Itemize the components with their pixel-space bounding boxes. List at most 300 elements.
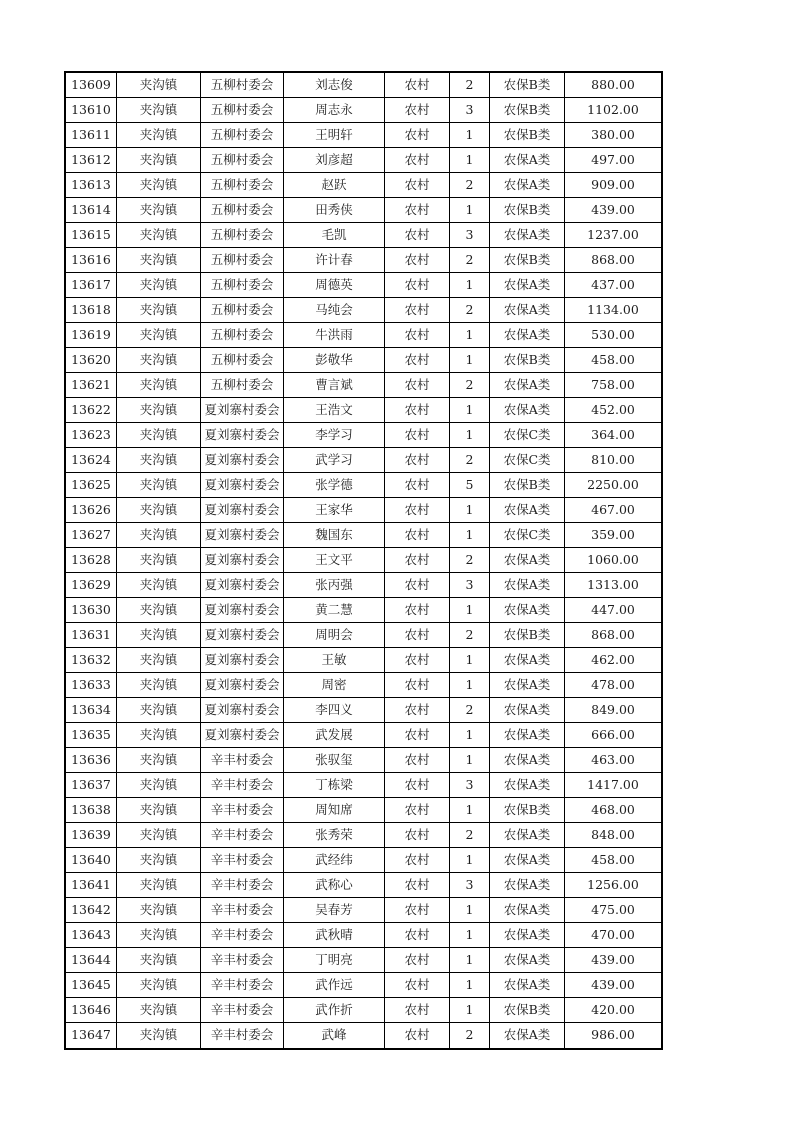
table-row	[66, 123, 661, 148]
cell-amount: 909.00	[591, 176, 635, 192]
cell-amount: 810.00	[591, 451, 635, 467]
cell-village-committee: 辛丰村委会	[201, 898, 284, 922]
cell-record-id: 13627	[66, 523, 117, 547]
cell-record-id: 13636	[66, 748, 117, 772]
cell-person-count: 1	[450, 723, 490, 747]
cell-person-name: 彭敬华	[284, 348, 385, 372]
table-row	[66, 823, 661, 848]
cell-residence-type: 农村	[385, 748, 450, 772]
cell-record-id: 13630	[66, 598, 117, 622]
cell-person-name: 许计春	[284, 248, 385, 272]
cell-person-name: 张学德	[284, 473, 385, 497]
cell-person-count: 1	[450, 998, 490, 1022]
cell-town: 夹沟镇	[117, 398, 201, 422]
cell-insurance-category: 农保B类	[490, 98, 565, 122]
cell-record-id: 13629	[66, 573, 117, 597]
cell-village-committee: 辛丰村委会	[201, 873, 284, 897]
cell-insurance-category: 农保A类	[490, 923, 565, 947]
cell-person-count: 1	[450, 798, 490, 822]
cell-village-committee: 辛丰村委会	[201, 1023, 284, 1048]
cell-village-committee: 夏刘寨村委会	[201, 598, 284, 622]
cell-residence-type: 农村	[385, 523, 450, 547]
cell-record-id: 13622	[66, 398, 117, 422]
cell-record-id: 13613	[66, 173, 117, 197]
cell-town: 夹沟镇	[117, 498, 201, 522]
table-row	[66, 348, 661, 373]
cell-village-committee: 夏刘寨村委会	[201, 498, 284, 522]
cell-person-name: 牛洪雨	[284, 323, 385, 347]
cell-amount: 463.00	[591, 751, 635, 767]
cell-record-id: 13634	[66, 698, 117, 722]
cell-amount: 758.00	[591, 376, 635, 392]
table-row	[66, 948, 661, 973]
cell-person-count: 2	[450, 248, 490, 272]
cell-record-id: 13624	[66, 448, 117, 472]
cell-person-name: 刘彦超	[284, 148, 385, 172]
cell-residence-type: 农村	[385, 448, 450, 472]
cell-village-committee: 夏刘寨村委会	[201, 723, 284, 747]
cell-residence-type: 农村	[385, 423, 450, 447]
cell-village-committee: 五柳村委会	[201, 198, 284, 222]
cell-residence-type: 农村	[385, 298, 450, 322]
cell-village-committee: 夏刘寨村委会	[201, 548, 284, 572]
cell-village-committee: 夏刘寨村委会	[201, 673, 284, 697]
cell-person-name: 王敏	[284, 648, 385, 672]
cell-amount: 420.00	[591, 1001, 635, 1017]
cell-village-committee: 辛丰村委会	[201, 773, 284, 797]
cell-person-name: 毛凯	[284, 223, 385, 247]
cell-person-count: 1	[450, 848, 490, 872]
cell-person-name: 王浩文	[284, 398, 385, 422]
cell-insurance-category: 农保A类	[490, 1023, 565, 1048]
cell-person-name: 黄二慧	[284, 598, 385, 622]
cell-amount: 437.00	[591, 276, 635, 292]
cell-village-committee: 辛丰村委会	[201, 798, 284, 822]
cell-insurance-category: 农保A类	[490, 548, 565, 572]
cell-town: 夹沟镇	[117, 548, 201, 572]
cell-amount: 1060.00	[587, 551, 639, 567]
cell-record-id: 13642	[66, 898, 117, 922]
cell-village-committee: 辛丰村委会	[201, 848, 284, 872]
cell-town: 夹沟镇	[117, 123, 201, 147]
cell-residence-type: 农村	[385, 348, 450, 372]
cell-amount: 880.00	[591, 76, 635, 92]
cell-residence-type: 农村	[385, 498, 450, 522]
cell-person-count: 1	[450, 598, 490, 622]
cell-town: 夹沟镇	[117, 623, 201, 647]
cell-record-id: 13640	[66, 848, 117, 872]
cell-person-count: 2	[450, 1023, 490, 1048]
cell-person-count: 1	[450, 348, 490, 372]
cell-record-id: 13633	[66, 673, 117, 697]
cell-amount: 478.00	[591, 676, 635, 692]
cell-record-id: 13619	[66, 323, 117, 347]
cell-amount: 2250.00	[587, 476, 639, 492]
cell-residence-type: 农村	[385, 723, 450, 747]
cell-insurance-category: 农保B类	[490, 348, 565, 372]
cell-insurance-category: 农保A类	[490, 698, 565, 722]
cell-residence-type: 农村	[385, 698, 450, 722]
cell-person-name: 李学习	[284, 423, 385, 447]
cell-record-id: 13614	[66, 198, 117, 222]
cell-town: 夹沟镇	[117, 73, 201, 97]
table-row	[66, 473, 661, 498]
cell-village-committee: 辛丰村委会	[201, 998, 284, 1022]
cell-record-id: 13641	[66, 873, 117, 897]
cell-insurance-category: 农保B类	[490, 473, 565, 497]
cell-residence-type: 农村	[385, 548, 450, 572]
cell-person-count: 3	[450, 98, 490, 122]
cell-residence-type: 农村	[385, 773, 450, 797]
cell-residence-type: 农村	[385, 598, 450, 622]
cell-residence-type: 农村	[385, 648, 450, 672]
cell-insurance-category: 农保A类	[490, 598, 565, 622]
cell-amount: 475.00	[591, 901, 635, 917]
cell-amount: 447.00	[591, 601, 635, 617]
cell-town: 夹沟镇	[117, 773, 201, 797]
cell-residence-type: 农村	[385, 373, 450, 397]
cell-person-name: 魏国东	[284, 523, 385, 547]
cell-village-committee: 五柳村委会	[201, 123, 284, 147]
cell-amount: 470.00	[591, 926, 635, 942]
cell-town: 夹沟镇	[117, 973, 201, 997]
cell-village-committee: 夏刘寨村委会	[201, 523, 284, 547]
cell-insurance-category: 农保A类	[490, 398, 565, 422]
cell-person-name: 马纯会	[284, 298, 385, 322]
cell-village-committee: 五柳村委会	[201, 273, 284, 297]
cell-amount: 380.00	[591, 126, 635, 142]
table-row	[66, 498, 661, 523]
cell-person-name: 李四义	[284, 698, 385, 722]
cell-person-count: 1	[450, 973, 490, 997]
cell-amount: 439.00	[591, 951, 635, 967]
cell-insurance-category: 农保C类	[490, 448, 565, 472]
cell-town: 夹沟镇	[117, 948, 201, 972]
cell-village-committee: 夏刘寨村委会	[201, 648, 284, 672]
cell-residence-type: 农村	[385, 98, 450, 122]
cell-village-committee: 夏刘寨村委会	[201, 623, 284, 647]
cell-person-name: 周德英	[284, 273, 385, 297]
cell-insurance-category: 农保B类	[490, 123, 565, 147]
cell-person-count: 1	[450, 948, 490, 972]
cell-person-count: 2	[450, 173, 490, 197]
cell-residence-type: 农村	[385, 198, 450, 222]
cell-person-count: 1	[450, 423, 490, 447]
cell-village-committee: 辛丰村委会	[201, 823, 284, 847]
table-row	[66, 773, 661, 798]
cell-record-id: 13610	[66, 98, 117, 122]
cell-residence-type: 农村	[385, 948, 450, 972]
table-row	[66, 148, 661, 173]
cell-person-name: 武作折	[284, 998, 385, 1022]
cell-residence-type: 农村	[385, 573, 450, 597]
cell-person-count: 2	[450, 623, 490, 647]
cell-person-count: 1	[450, 398, 490, 422]
cell-insurance-category: 农保A类	[490, 873, 565, 897]
cell-person-name: 武秋晴	[284, 923, 385, 947]
table-row	[66, 573, 661, 598]
cell-insurance-category: 农保A类	[490, 298, 565, 322]
cell-village-committee: 辛丰村委会	[201, 923, 284, 947]
cell-village-committee: 五柳村委会	[201, 323, 284, 347]
cell-amount: 1313.00	[587, 576, 639, 592]
cell-town: 夹沟镇	[117, 673, 201, 697]
cell-town: 夹沟镇	[117, 873, 201, 897]
cell-person-count: 1	[450, 123, 490, 147]
cell-person-count: 1	[450, 898, 490, 922]
cell-residence-type: 农村	[385, 73, 450, 97]
cell-residence-type: 农村	[385, 173, 450, 197]
cell-town: 夹沟镇	[117, 323, 201, 347]
cell-person-name: 丁明亮	[284, 948, 385, 972]
table-row	[66, 173, 661, 198]
cell-village-committee: 夏刘寨村委会	[201, 398, 284, 422]
cell-person-name: 张秀荣	[284, 823, 385, 847]
cell-village-committee: 五柳村委会	[201, 248, 284, 272]
cell-amount: 467.00	[591, 501, 635, 517]
cell-amount: 1102.00	[587, 101, 639, 117]
cell-insurance-category: 农保B类	[490, 248, 565, 272]
cell-amount: 1237.00	[587, 226, 639, 242]
cell-insurance-category: 农保A类	[490, 323, 565, 347]
table-row	[66, 448, 661, 473]
cell-village-committee: 五柳村委会	[201, 173, 284, 197]
cell-person-count: 1	[450, 648, 490, 672]
cell-residence-type: 农村	[385, 673, 450, 697]
cell-village-committee: 五柳村委会	[201, 73, 284, 97]
cell-town: 夹沟镇	[117, 598, 201, 622]
cell-residence-type: 农村	[385, 398, 450, 422]
cell-record-id: 13611	[66, 123, 117, 147]
cell-amount: 666.00	[591, 726, 635, 742]
cell-village-committee: 夏刘寨村委会	[201, 448, 284, 472]
cell-person-name: 周明会	[284, 623, 385, 647]
cell-person-count: 1	[450, 198, 490, 222]
cell-residence-type: 农村	[385, 923, 450, 947]
cell-village-committee: 五柳村委会	[201, 98, 284, 122]
cell-insurance-category: 农保A类	[490, 848, 565, 872]
cell-person-count: 2	[450, 298, 490, 322]
cell-insurance-category: 农保A类	[490, 373, 565, 397]
cell-insurance-category: 农保A类	[490, 673, 565, 697]
cell-residence-type: 农村	[385, 898, 450, 922]
cell-person-name: 丁栋梁	[284, 773, 385, 797]
cell-record-id: 13628	[66, 548, 117, 572]
cell-amount: 497.00	[591, 151, 635, 167]
cell-residence-type: 农村	[385, 873, 450, 897]
cell-residence-type: 农村	[385, 623, 450, 647]
cell-amount: 439.00	[591, 976, 635, 992]
cell-residence-type: 农村	[385, 1023, 450, 1048]
cell-insurance-category: 农保A类	[490, 573, 565, 597]
table-row	[66, 623, 661, 648]
cell-village-committee: 夏刘寨村委会	[201, 423, 284, 447]
cell-record-id: 13637	[66, 773, 117, 797]
cell-person-name: 曹言斌	[284, 373, 385, 397]
cell-town: 夹沟镇	[117, 248, 201, 272]
cell-person-count: 3	[450, 773, 490, 797]
cell-town: 夹沟镇	[117, 648, 201, 672]
cell-record-id: 13626	[66, 498, 117, 522]
cell-record-id: 13616	[66, 248, 117, 272]
cell-amount: 452.00	[591, 401, 635, 417]
table-row	[66, 223, 661, 248]
cell-person-count: 1	[450, 498, 490, 522]
table-row	[66, 73, 661, 98]
cell-insurance-category: 农保A类	[490, 773, 565, 797]
cell-person-count: 2	[450, 448, 490, 472]
cell-person-name: 王明轩	[284, 123, 385, 147]
cell-residence-type: 农村	[385, 798, 450, 822]
table-row	[66, 398, 661, 423]
table-row	[66, 423, 661, 448]
cell-town: 夹沟镇	[117, 848, 201, 872]
table-row	[66, 298, 661, 323]
table-row	[66, 598, 661, 623]
cell-village-committee: 辛丰村委会	[201, 748, 284, 772]
cell-residence-type: 农村	[385, 823, 450, 847]
cell-insurance-category: 农保C类	[490, 423, 565, 447]
cell-person-name: 周志永	[284, 98, 385, 122]
cell-person-name: 武称心	[284, 873, 385, 897]
cell-person-count: 2	[450, 698, 490, 722]
cell-record-id: 13645	[66, 973, 117, 997]
cell-insurance-category: 农保A类	[490, 648, 565, 672]
table-row	[66, 923, 661, 948]
cell-insurance-category: 农保A类	[490, 148, 565, 172]
table-row	[66, 798, 661, 823]
cell-amount: 986.00	[591, 1027, 635, 1043]
cell-town: 夹沟镇	[117, 798, 201, 822]
cell-person-name: 武作远	[284, 973, 385, 997]
table-row	[66, 1023, 661, 1048]
cell-town: 夹沟镇	[117, 348, 201, 372]
cell-person-count: 1	[450, 323, 490, 347]
table-row	[66, 548, 661, 573]
cell-person-name: 张丙强	[284, 573, 385, 597]
cell-village-committee: 五柳村委会	[201, 373, 284, 397]
cell-amount: 1417.00	[587, 776, 639, 792]
cell-insurance-category: 农保A类	[490, 498, 565, 522]
cell-record-id: 13617	[66, 273, 117, 297]
cell-town: 夹沟镇	[117, 1023, 201, 1048]
cell-insurance-category: 农保A类	[490, 748, 565, 772]
table-row	[66, 698, 661, 723]
cell-amount: 458.00	[591, 851, 635, 867]
cell-person-count: 1	[450, 748, 490, 772]
table-row	[66, 673, 661, 698]
cell-village-committee: 五柳村委会	[201, 348, 284, 372]
cell-insurance-category: 农保A类	[490, 823, 565, 847]
cell-person-count: 2	[450, 823, 490, 847]
cell-person-count: 2	[450, 373, 490, 397]
cell-insurance-category: 农保B类	[490, 198, 565, 222]
cell-amount: 359.00	[591, 526, 635, 542]
cell-record-id: 13632	[66, 648, 117, 672]
cell-insurance-category: 农保B类	[490, 998, 565, 1022]
cell-insurance-category: 农保C类	[490, 523, 565, 547]
social-insurance-table	[64, 71, 663, 1050]
cell-person-count: 1	[450, 923, 490, 947]
table-row	[66, 848, 661, 873]
cell-record-id: 13639	[66, 823, 117, 847]
cell-person-count: 1	[450, 273, 490, 297]
table-row	[66, 98, 661, 123]
table-row	[66, 723, 661, 748]
cell-residence-type: 农村	[385, 248, 450, 272]
cell-town: 夹沟镇	[117, 148, 201, 172]
table-row	[66, 323, 661, 348]
cell-record-id: 13631	[66, 623, 117, 647]
cell-record-id: 13644	[66, 948, 117, 972]
cell-person-count: 3	[450, 873, 490, 897]
cell-town: 夹沟镇	[117, 998, 201, 1022]
table-row	[66, 998, 661, 1023]
cell-town: 夹沟镇	[117, 423, 201, 447]
cell-amount: 439.00	[591, 201, 635, 217]
cell-residence-type: 农村	[385, 223, 450, 247]
table-row	[66, 273, 661, 298]
cell-amount: 530.00	[591, 326, 635, 342]
cell-residence-type: 农村	[385, 473, 450, 497]
cell-record-id: 13646	[66, 998, 117, 1022]
cell-record-id: 13618	[66, 298, 117, 322]
cell-town: 夹沟镇	[117, 898, 201, 922]
cell-person-count: 2	[450, 548, 490, 572]
cell-record-id: 13623	[66, 423, 117, 447]
cell-record-id: 13621	[66, 373, 117, 397]
cell-town: 夹沟镇	[117, 273, 201, 297]
table-row	[66, 748, 661, 773]
cell-town: 夹沟镇	[117, 448, 201, 472]
cell-insurance-category: 农保A类	[490, 173, 565, 197]
cell-record-id: 13620	[66, 348, 117, 372]
cell-person-name: 吴春芳	[284, 898, 385, 922]
cell-residence-type: 农村	[385, 848, 450, 872]
cell-person-name: 王文平	[284, 548, 385, 572]
cell-person-name: 张驭玺	[284, 748, 385, 772]
cell-town: 夹沟镇	[117, 573, 201, 597]
cell-insurance-category: 农保A类	[490, 948, 565, 972]
cell-town: 夹沟镇	[117, 823, 201, 847]
cell-town: 夹沟镇	[117, 223, 201, 247]
cell-amount: 868.00	[591, 626, 635, 642]
cell-residence-type: 农村	[385, 973, 450, 997]
cell-record-id: 13625	[66, 473, 117, 497]
table-row	[66, 523, 661, 548]
cell-amount: 458.00	[591, 351, 635, 367]
cell-person-count: 3	[450, 223, 490, 247]
cell-amount: 849.00	[591, 701, 635, 717]
cell-amount: 468.00	[591, 801, 635, 817]
cell-person-name: 刘志俊	[284, 73, 385, 97]
cell-person-name: 武发展	[284, 723, 385, 747]
cell-person-name: 周密	[284, 673, 385, 697]
cell-village-committee: 五柳村委会	[201, 298, 284, 322]
cell-amount: 1134.00	[587, 301, 639, 317]
cell-record-id: 13612	[66, 148, 117, 172]
cell-residence-type: 农村	[385, 148, 450, 172]
cell-amount: 848.00	[591, 826, 635, 842]
cell-town: 夹沟镇	[117, 723, 201, 747]
cell-village-committee: 辛丰村委会	[201, 973, 284, 997]
cell-insurance-category: 农保A类	[490, 273, 565, 297]
cell-town: 夹沟镇	[117, 298, 201, 322]
table-row	[66, 973, 661, 998]
cell-person-name: 武经纬	[284, 848, 385, 872]
cell-person-count: 3	[450, 573, 490, 597]
cell-village-committee: 夏刘寨村委会	[201, 473, 284, 497]
